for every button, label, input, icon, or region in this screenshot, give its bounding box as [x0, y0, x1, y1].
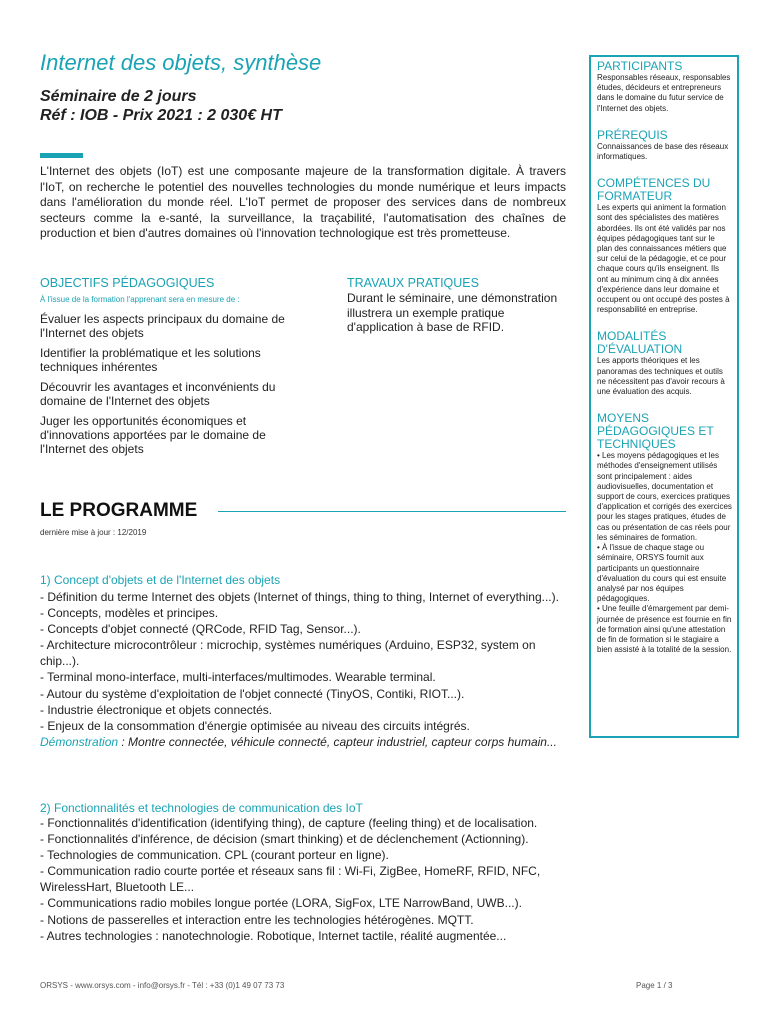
reference-price: Réf : IOB - Prix 2021 : 2 030€ HT — [40, 107, 282, 124]
seminar-duration: Séminaire de 2 jours — [40, 88, 197, 105]
list-item: - Concepts d'objet connecté (QRCode, RFID Tag, Sensor...). — [40, 622, 361, 637]
demonstration-label: Démonstration — [40, 734, 119, 749]
page-number: Page 1 / 3 — [636, 981, 673, 990]
moyens-item: • Une feuille d'émargement par demi-journée de présence est fournie en fin de formation ainsi qu'une attestation de fin de formation si le stagiaire a bien assisté à la totalité de la session. — [597, 604, 732, 655]
demonstration-text: : Montre connectée, véhicule connecté, capteur industriel, capteur corps humain... — [118, 734, 557, 749]
accent-bar — [40, 153, 83, 158]
modalites-heading: MODALITÉS D'ÉVALUATION — [597, 329, 683, 357]
footer-contact: ORSYS - www.orsys.com - info@orsys.fr - Tél : +33 (0)1 49 07 73 73 — [40, 981, 285, 990]
section-2-list — [40, 815, 560, 944]
document-title: Internet des objets, synthèse — [40, 50, 322, 75]
prerequis-text: Connaissances de base des réseaux informatiques. — [597, 141, 729, 162]
modalites-text: Les apports théoriques et les panoramas des techniques et outils ne nécessitent pas d'avoir recours à une évaluation des acquis. — [597, 356, 725, 397]
participants-text: Responsables réseaux, responsables études, décideurs et entrepreneurs dans le domaine du futur service de l'Internet des objets. — [597, 73, 731, 113]
list-item: - Terminal mono-interface, multi-interfaces/multimodes. Wearable terminal. — [40, 670, 436, 685]
objective-item: Identifier la problématique et les solutions techniques inhérentes — [40, 346, 261, 374]
list-item: - Technologies de communication. CPL (courant porteur en ligne). — [40, 848, 389, 863]
programme-title: LE PROGRAMME — [40, 500, 198, 521]
section-1-heading: 1) Concept d'objets et de l'Internet des objets — [40, 573, 281, 587]
objective-item: Évaluer les aspects principaux du domaine de l'Internet des objets — [40, 312, 285, 340]
objectives-subheading: À l'issue de la formation l'apprenant sera en mesure de : — [40, 295, 240, 304]
competences-heading: COMPÉTENCES DU FORMATEUR — [597, 176, 711, 204]
list-item: - Architecture microcontrôleur : microchip, systèmes numériques (Arduino, ESP32, system on chip...). — [40, 638, 536, 669]
list-item: - Concepts, modèles et principes. — [40, 606, 219, 621]
list-item: - Industrie électronique et objets connectés. — [40, 702, 273, 717]
list-item: - Fonctionnalités d'inférence, de décision (smart thinking) et de déclenchement (Actionning). — [40, 832, 529, 847]
list-item: - Enjeux de la consommation d'énergie optimisée au niveau des circuits intégrés. — [40, 718, 470, 733]
objective-item: Découvrir les avantages et inconvénients du domaine de l'Internet des objets — [40, 380, 276, 408]
intro-paragraph: L'Internet des objets (IoT) est une composante majeure de la transformation digitale. À travers l'IoT, on recherche le potentiel des nouvelles technologies du monde numérique et leurs impacts dans l'amélioration du monde réel. L'IoT permet de proposer des services dans de nombreux secteurs comme la e-santé, la surveillance, la traçabilité, l'automatisation des chaînes de production et bien d'autres domaines où l'innovation technologique est très prometteuse. — [40, 164, 566, 241]
demonstration-item — [40, 734, 560, 750]
sidebar-modalites — [597, 330, 732, 397]
sidebar-competences — [597, 177, 732, 315]
info-sidebar — [589, 55, 739, 738]
prerequis-heading: PRÉREQUIS — [597, 127, 668, 142]
list-item: - Autres technologies : nanotechnologie. Robotique, Internet tactile, réalité augmentée... — [40, 928, 507, 943]
list-item: - Communication radio courte portée et réseaux sans fil : Wi-Fi, ZigBee, HomeRF, RFID, NFC, WirelessHart, Bluetooth LE... — [40, 864, 541, 895]
list-item: - Autour du système d'exploitation de l'objet connecté (TinyOS, Contiki, RIOT...). — [40, 686, 465, 701]
sidebar-moyens — [597, 412, 732, 655]
sidebar-participants — [597, 60, 732, 114]
section-1-list — [40, 589, 560, 750]
practical-heading: TRAVAUX PRATIQUES — [347, 276, 479, 290]
list-item: - Fonctionnalités d'identification (identifying thing), de capture (feeling thing) et de localisation. — [40, 816, 538, 830]
objectives-list — [40, 312, 312, 462]
list-item: - Communications radio mobiles longue portée (LORA, SigFox, LTE NarrowBand, UWB...). — [40, 896, 522, 911]
objective-item: Juger les opportunités économiques et d'innovations apportées par le domaine de l'Internet des objets — [40, 414, 266, 456]
list-item: - Notions de passerelles et interaction entre les technologies hétérogènes. MQTT. — [40, 912, 474, 927]
programme-updated: dernière mise à jour : 12/2019 — [40, 528, 147, 537]
list-item: - Définition du terme Internet des objets (Internet of things, thing to thing, Internet of everything...). — [40, 590, 559, 604]
programme-divider — [218, 511, 566, 512]
moyens-item: • À l'issue de chaque stage ou séminaire, ORSYS fournit aux participants un questionnaire d'évaluation du cours qui est ensuite analysé par nos équipes pédagogiques. — [597, 543, 727, 604]
objectives-heading: OBJECTIFS PÉDAGOGIQUES — [40, 276, 215, 290]
competences-text: Les experts qui animent la formation sont des spécialistes des matières abordées. Ils ont été validés par nos équipes pédagogiques tant sur le plan des connaissances métiers que sur celui de la pédagogie, et ce pour chaque cours qu'ils enseignent. Ils ont au minimum cinq à dix années d'expérience dans leur domaine et occupent ou ont occupé des postes à responsabilité en entreprise. — [597, 203, 730, 315]
practical-text: Durant le séminaire, une démonstration illustrera un exemple pratique d'application à base de RFID. — [347, 291, 558, 334]
participants-heading: PARTICIPANTS — [597, 59, 683, 73]
moyens-item: • Les moyens pédagogiques et les méthodes d'enseignement utilisés sont principalement : aides audiovisuelles, documentation et support de cours, exercices pratiques d'application et corrigés des exercices pour les stages pratiques, études de cas ou présentation de cas réels pour les séminaires de formation. — [597, 451, 732, 542]
section-2-heading: 2) Fonctionnalités et technologies de communication des IoT — [40, 801, 363, 815]
sidebar-prerequis — [597, 129, 732, 162]
moyens-heading: MOYENS PÉDAGOGIQUES ET TECHNIQUES — [597, 411, 714, 452]
